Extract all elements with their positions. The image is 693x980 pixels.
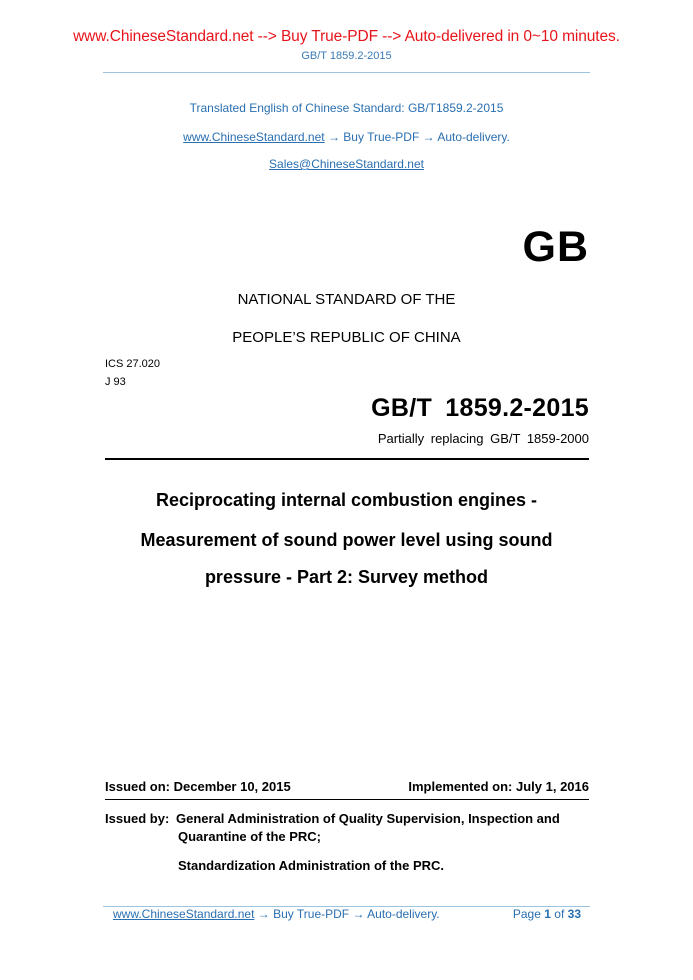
page-total: 33 <box>567 907 581 921</box>
national-standard-line1: NATIONAL STANDARD OF THE <box>237 291 456 308</box>
translation-buy-line <box>0 130 693 144</box>
title-divider <box>105 458 589 460</box>
sales-email-line <box>0 157 693 171</box>
issued-on-date: Issued on: December 10, 2015 <box>105 779 291 794</box>
page-current: 1 <box>544 907 551 921</box>
arrow-right-icon: → <box>257 907 270 921</box>
document-title-line2: Measurement of sound power level using sound <box>140 530 553 550</box>
issuer-line3: Standardization Administration of the PRC. <box>178 858 445 873</box>
sales-email-link[interactable]: Sales@ChineseStandard.net <box>269 157 424 171</box>
translation-notice: Translated English of Chinese Standard: GB/T1859.2-2015 <box>189 101 504 115</box>
issuer-line2: Quarantine of the PRC; <box>178 829 322 844</box>
footer-buy-pdf-link[interactable]: Buy True-PDF <box>273 907 350 921</box>
national-standard-line2: PEOPLE’S REPUBLIC OF CHINA <box>232 329 461 346</box>
arrow-right-icon: → <box>352 907 365 921</box>
page-indicator <box>513 907 581 921</box>
page-label: Page <box>512 907 541 921</box>
promo-banner[interactable]: www.ChineseStandard.net --> Buy True-PDF --> Auto-delivered in 0~10 minutes. <box>73 28 620 45</box>
arrow-right-icon: → <box>327 130 340 144</box>
document-title-line3: pressure - Part 2: Survey method <box>204 567 489 587</box>
arrow-right-icon: → <box>422 130 435 144</box>
of-label: of <box>554 907 565 921</box>
implemented-on-date: Implemented on: July 1, 2016 <box>408 779 589 794</box>
issuer-line1: General Administration of Quality Supervision, Inspection and <box>176 811 560 826</box>
standard-number: GB/T 1859.2-2015 <box>371 394 589 422</box>
header-standard-code: GB/T 1859.2-2015 <box>301 50 392 62</box>
ics-code: ICS 27.020 <box>105 358 161 370</box>
footer-site-link[interactable]: www.ChineseStandard.net <box>113 907 255 921</box>
document-title-line1: Reciprocating internal combustion engines - <box>155 490 538 510</box>
site-link[interactable]: www.ChineseStandard.net <box>183 130 325 144</box>
ccs-code: J 93 <box>105 376 126 388</box>
header-divider <box>103 72 590 73</box>
issued-by-label: Issued by: <box>105 811 170 826</box>
buy-pdf-link[interactable]: Buy True-PDF <box>343 130 420 144</box>
replacing-note: Partially replacing GB/T 1859-2000 <box>377 431 589 446</box>
dates-divider <box>105 799 589 800</box>
auto-delivery-text: Auto-delivery. <box>437 130 510 144</box>
footer-buy-line <box>113 907 440 921</box>
gb-mark: GB <box>522 223 589 271</box>
footer-auto-delivery-text: Auto-delivery. <box>367 907 440 921</box>
